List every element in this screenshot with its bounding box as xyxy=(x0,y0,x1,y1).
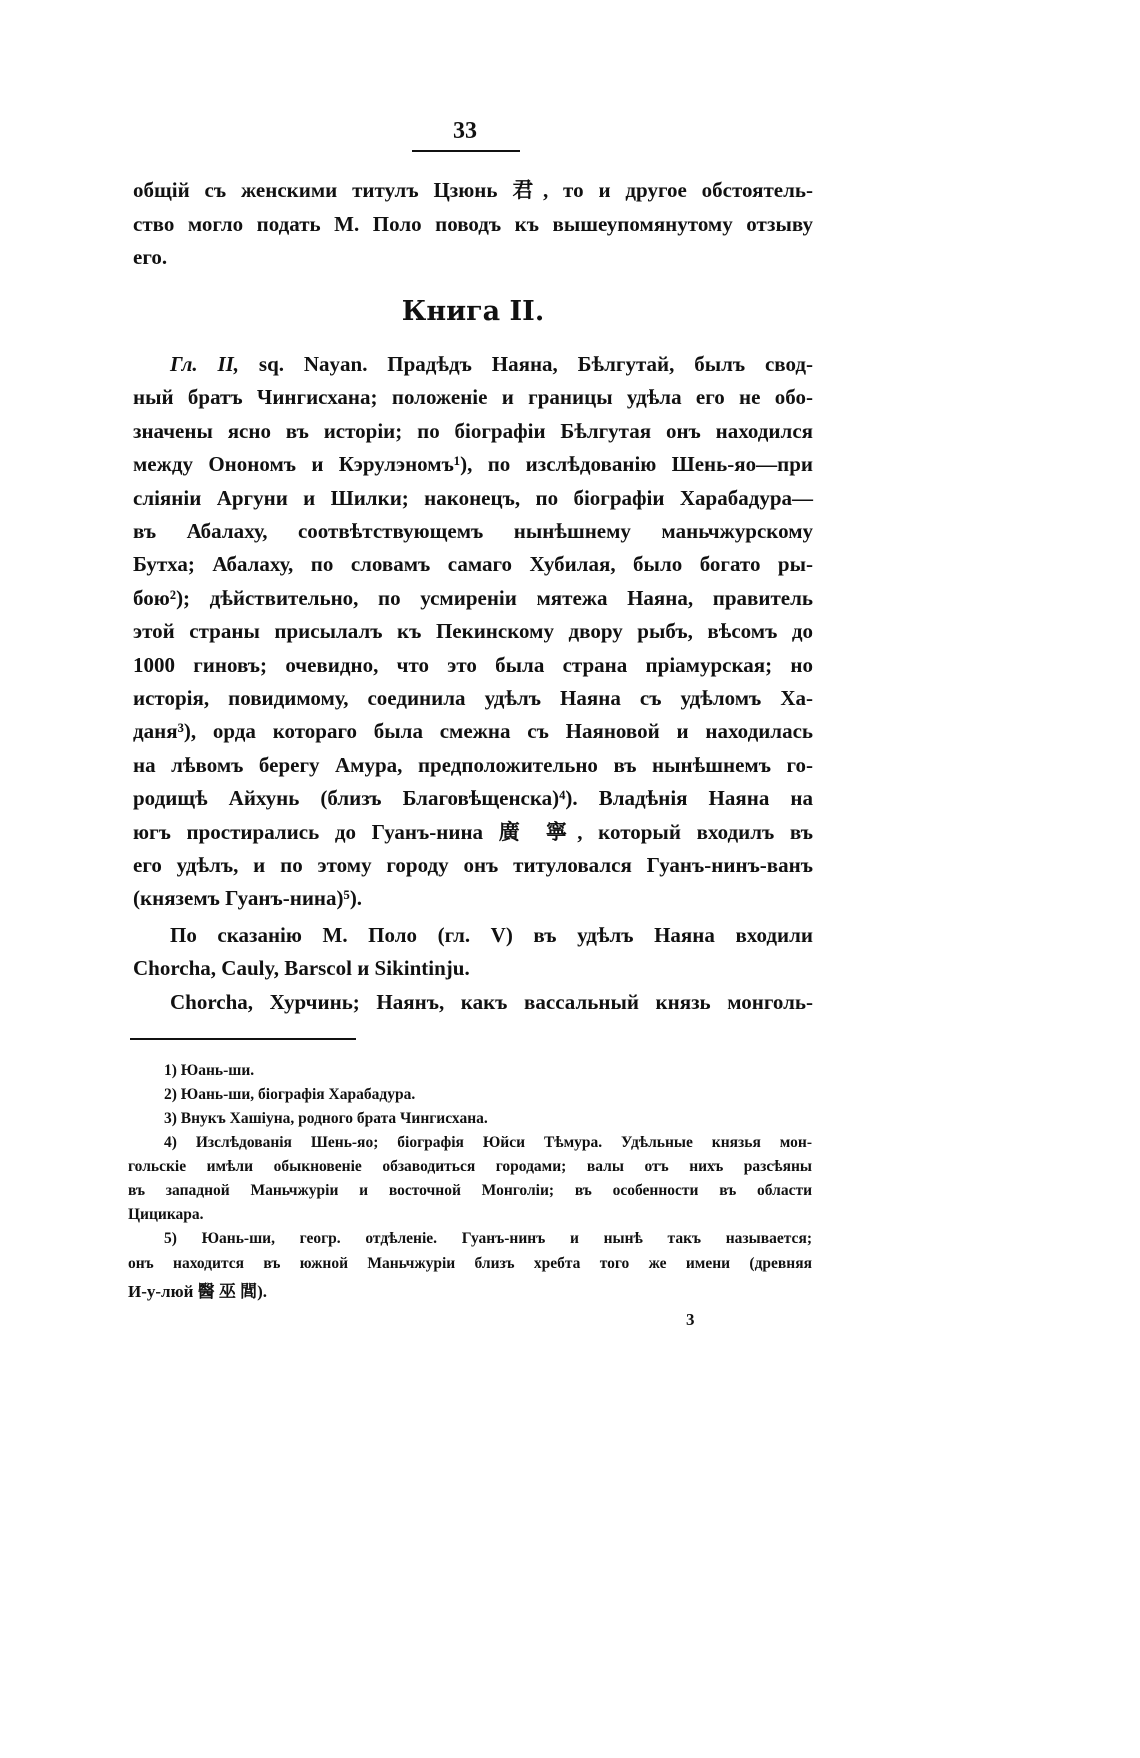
paragraph-line: на лѣвомъ берегу Амура, предположительно въ нынѣшнемъ го- xyxy=(133,752,813,777)
paragraph-line: исторія, повидимому, соединила удѣлъ Наяна съ удѣломъ Ха- xyxy=(133,686,813,710)
paragraph-line: югъ простирались до Гуанъ-нина 廣 寧, который входилъ въ xyxy=(133,819,813,844)
paragraph-line: (княземъ Гуанъ-нина)⁵). xyxy=(133,886,363,911)
paragraph-line: 1000 гиновъ; очевидно, что это была страна пріамурская; но xyxy=(133,652,813,677)
paragraph-line xyxy=(170,350,813,378)
footnote-line: 1) Юань-ши. xyxy=(164,1062,255,1079)
footnote-line: онъ находится въ южной Маньчжуріи близъ хребта того же имени (древняя xyxy=(128,1255,812,1272)
footnote-line: Цицикара. xyxy=(128,1206,204,1223)
paragraph-line: родищѣ Айхунь (близъ Благовѣщенска)⁴). Владѣнія Наяна на xyxy=(133,786,813,811)
paragraph-line: значены ясно въ исторіи; по біографіи Бѣлгутая онъ находился xyxy=(133,418,813,443)
paragraph-line: По сказанію М. Поло (гл. V) въ удѣлъ Наяна входили xyxy=(170,923,813,947)
footnote-line: гольскіе имѣли обыкновеніе обзаводиться городами; валы отъ нихъ разсѣяны xyxy=(128,1158,812,1175)
paragraph-text: sq. Nayan. Прадѣдъ Наяна, Бѣлгутай, былъ свод- xyxy=(258,352,814,376)
paragraph-line: Chorcha, Cauly, Barscol и Sikintinju. xyxy=(133,956,470,980)
chapter-ref: Гл. II, xyxy=(170,352,240,376)
page-number: 33 xyxy=(453,118,477,144)
footnote-line: 5) Юань-ши, геогр. отдѣленіе. Гуанъ-нинъ и нынѣ такъ называется; xyxy=(164,1230,812,1247)
paragraph-line: въ Абалаху, соотвѣтствующемъ нынѣшнему маньчжурскому xyxy=(133,519,813,543)
footnote-line: 3) Внукъ Хашіуна, родного брата Чингисхана. xyxy=(164,1110,488,1127)
intro-line: его. xyxy=(133,245,168,269)
paragraph-line: между Онономъ и Кэрулэномъ¹), по изслѣдованію Шень-яо—при xyxy=(133,452,813,477)
paragraph-line: бою²); дѣйствительно, по усмиреніи мятежа Наяна, правитель xyxy=(133,585,813,610)
footnote-line: И-у-люй 醫 巫 閭). xyxy=(128,1282,268,1301)
signature-mark: 3 xyxy=(686,1310,695,1329)
footnote-line: 2) Юань-ши, біографія Харабадура. xyxy=(164,1086,416,1103)
section-heading: Книга II. xyxy=(401,296,545,327)
paragraph-line: сліяніи Аргуни и Шилки; наконецъ, по біографіи Харабадура— xyxy=(133,485,813,510)
footnote-rule xyxy=(130,1038,356,1040)
footnote-line: 4) Изслѣдованія Шень-яо; біографія Юйси Тѣмура. Удѣльные князья мон- xyxy=(164,1134,812,1151)
intro-line: общій съ женскими титулъ Цзюнь 君, то и другое обстоятель- xyxy=(133,178,813,202)
paragraph-line: Бутха; Абалаху, по словамъ самаго Хубилая, было богато ры- xyxy=(133,552,813,577)
page-number-rule xyxy=(412,150,520,152)
paragraph-line: этой страны присылалъ къ Пекинскому двору рыбъ, вѣсомъ до xyxy=(133,619,813,644)
paragraph-line: Chorcha, Хурчинь; Наянъ, какъ вассальный князь монголь- xyxy=(170,990,813,1014)
paragraph-line: его удѣлъ, и по этому городу онъ титуловался Гуанъ-нинъ-ванъ xyxy=(133,853,813,877)
paragraph-line: даня³), орда котораго была смежна съ Наяновой и находилась xyxy=(133,719,813,744)
intro-line: ство могло подать М. Поло поводъ къ вышеупомянутому отзыву xyxy=(133,212,813,236)
paragraph-line: ный братъ Чингисхана; положеніе и границы удѣла его не обо- xyxy=(133,385,813,410)
footnote-line: въ западной Маньчжуріи и восточной Монголіи; въ особенности въ области xyxy=(128,1182,812,1199)
